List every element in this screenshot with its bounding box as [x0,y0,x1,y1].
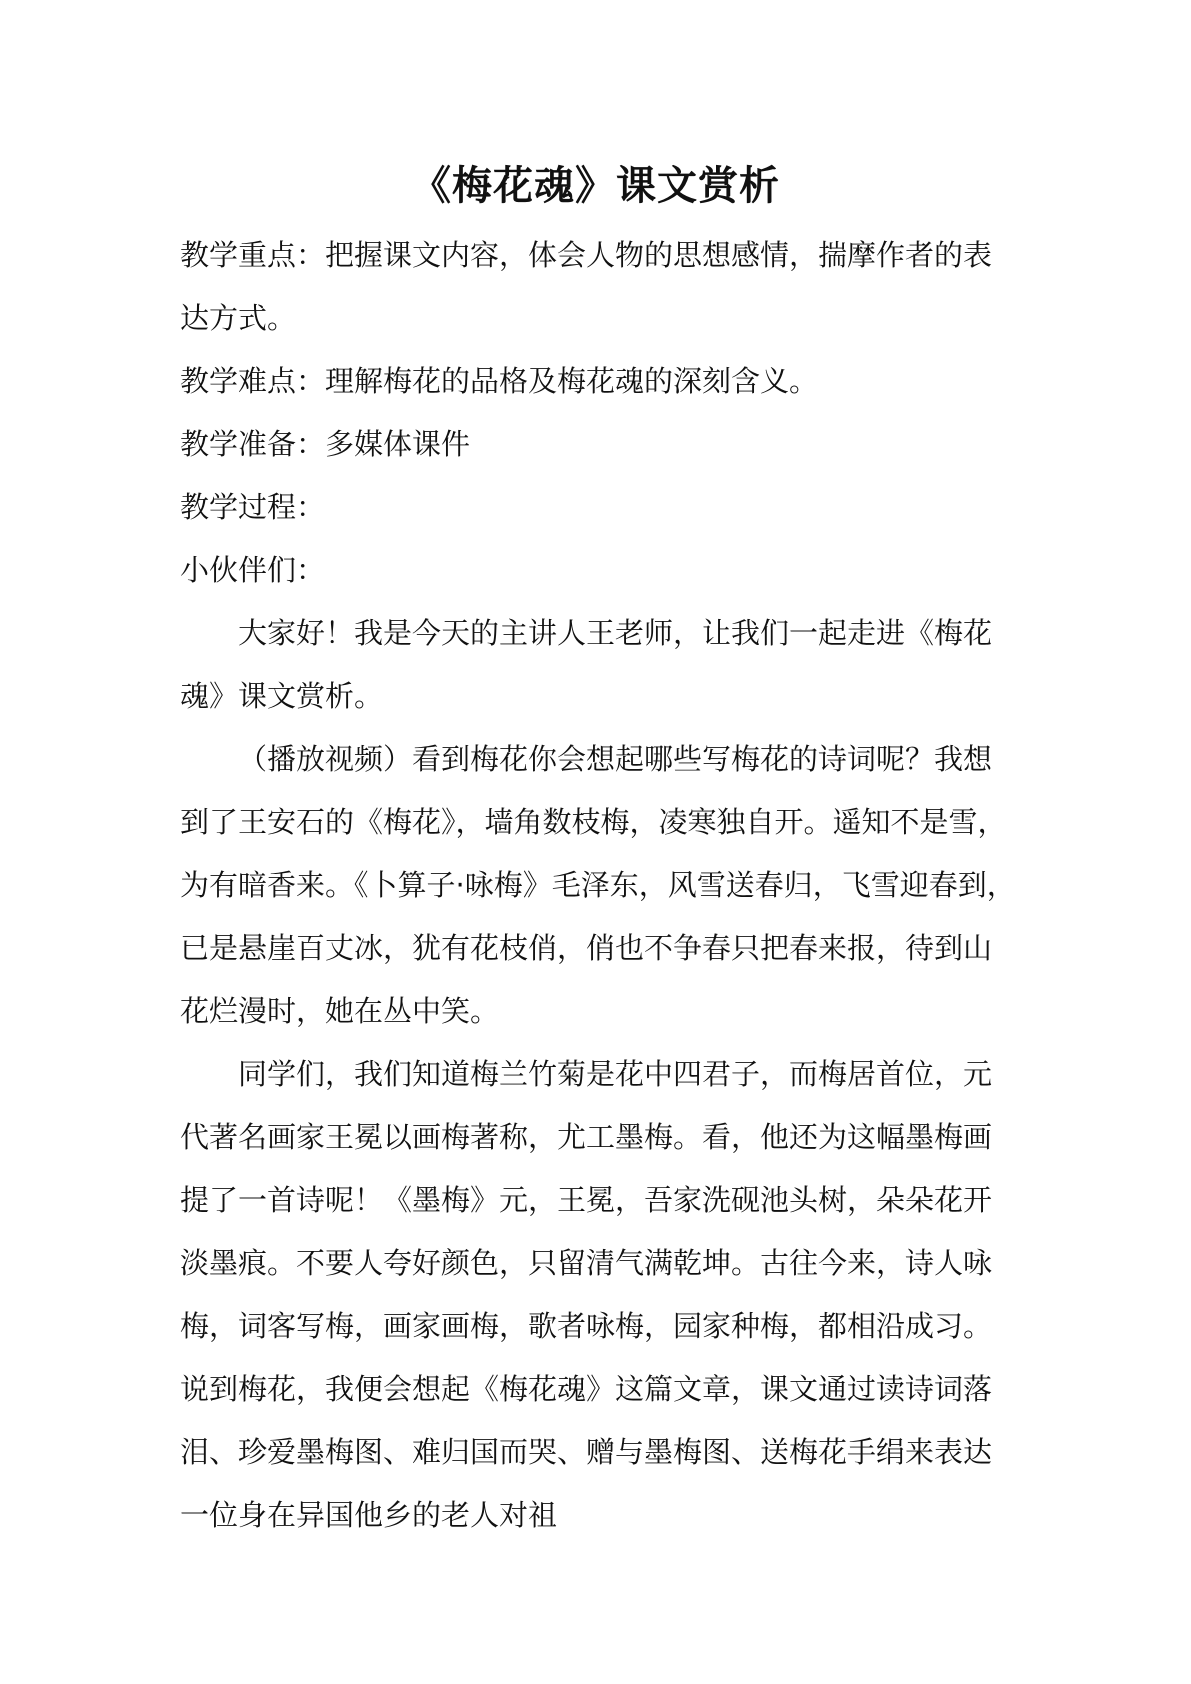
paragraph-teaching-preparation: 教学准备：多媒体课件 [180,427,471,461]
paragraph-greeting: 小伙伴们： [180,553,326,587]
paragraph-teaching-process: 教学过程： [180,490,326,524]
paragraph-teaching-focus: 教学重点：把握课文内容，体会人物的思想感情，揣摩作者的表达方式。 [180,238,993,335]
paragraph-teaching-difficulty: 教学难点：理解梅花的品格及梅花魂的深刻含义。 [180,364,819,398]
paragraph-poems: （播放视频）看到梅花你会想起哪些写梅花的诗词呢？我想到了王安石的《梅花》，墙角数枝梅，凌寒独自开。遥知不是雪，为有暗香来。《卜算子·咏梅》毛泽东，风雪送春归，飞雪迎春到，已是悬崖百丈冰，犹有花枝俏，俏也不争春只把春来报，待到山花烂漫时，她在丛中笑。 [180,742,1016,1028]
document-title: 《梅花魂》课文赏析 [411,163,780,209]
paragraph-introduction: 大家好！我是今天的主讲人王老师，让我们一起走进《梅花魂》课文赏析。 [180,616,993,713]
paragraph-ink-plum: 同学们，我们知道梅兰竹菊是花中四君子，而梅居首位，元代著名画家王冕以画梅著称，尤工墨梅。看，他还为这幅墨梅画提了一首诗呢！《墨梅》元，王冕，吾家洗砚池头树，朵朵花开淡墨痕。不要人夸好颜色，只留清气满乾坤。古往今来，诗人咏梅，词客写梅，画家画梅，歌者咏梅，园家种梅，都相沿成习。说到梅花，我便会想起《梅花魂》这篇文章，课文通过读诗词落泪、珍爱墨梅图、难归国而哭、赠与墨梅图、送梅花手绢来表达一位身在异国他乡的老人对祖 [180,1057,993,1532]
document-body [180,224,1020,1547]
